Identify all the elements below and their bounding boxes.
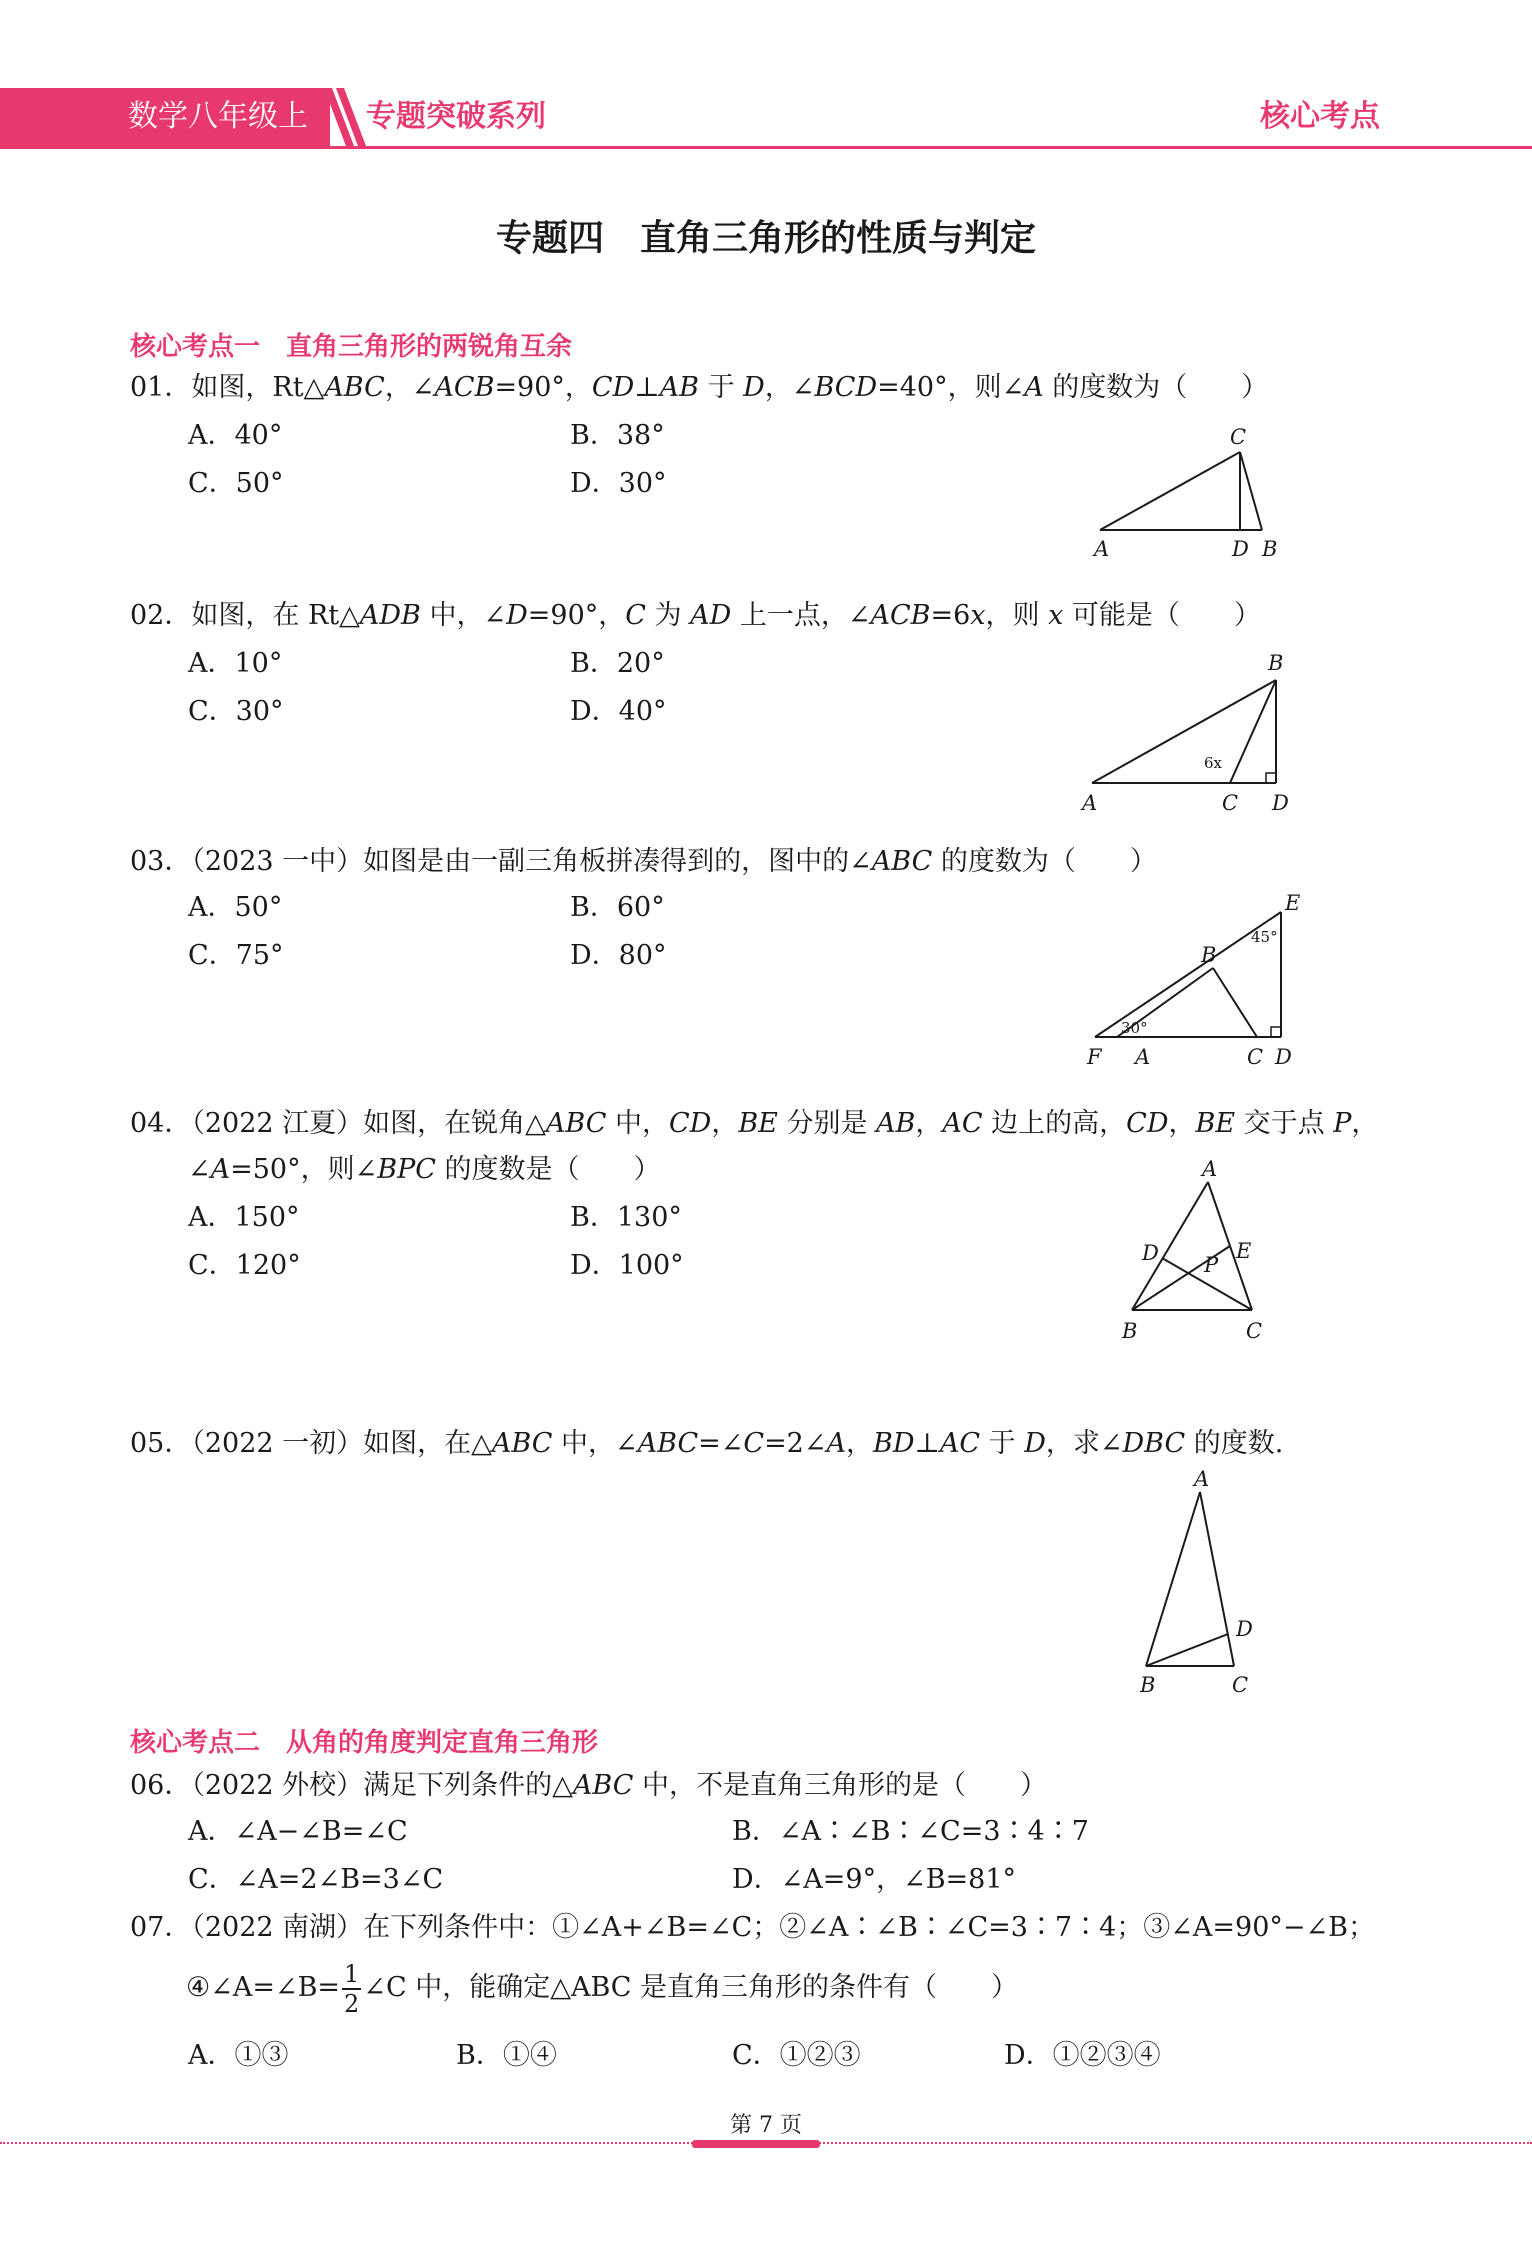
q4-label-a: A xyxy=(1202,1160,1218,1181)
q3-angle-30: 30° xyxy=(1121,1019,1148,1037)
q4-label-d: D xyxy=(1142,1241,1159,1265)
q3-label-f: F xyxy=(1087,1045,1102,1069)
q4-triangle-figure xyxy=(1108,1160,1278,1350)
q4-option-b[interactable]: B．130° xyxy=(570,1202,682,1233)
q4-label-c: C xyxy=(1246,1319,1263,1343)
q3-set-squares-figure xyxy=(1075,892,1315,1072)
q5-label-b: B xyxy=(1140,1673,1156,1697)
question-02: 02．如图，在 Rt△ADB 中，∠D=90°，C 为 AD 上一点，∠ACB=6x，则 x 可能是（ ） xyxy=(130,600,1261,631)
question-06: 06．（2022 外校）满足下列条件的△ABC 中，不是直角三角形的是（ ） xyxy=(130,1770,1048,1801)
q3-label-c: C xyxy=(1247,1045,1264,1069)
q4-option-a[interactable]: A．150° xyxy=(188,1202,300,1233)
q2-option-c[interactable]: C．30° xyxy=(188,696,284,727)
q1-label-d: D xyxy=(1232,537,1249,561)
question-03: 03．（2023 一中）如图是由一副三角板拼凑得到的，图中的∠ABC 的度数为（ ） xyxy=(130,846,1157,877)
q3-label-e: E xyxy=(1285,892,1301,915)
q4-label-e: E xyxy=(1236,1239,1252,1263)
q3-label-d: D xyxy=(1275,1045,1292,1069)
q4-option-d[interactable]: D．100° xyxy=(570,1250,684,1281)
section-heading-1: 核心考点一 直角三角形的两锐角互余 xyxy=(130,332,573,362)
q6-option-d[interactable]: D．∠A=9°，∠B=81° xyxy=(732,1864,1017,1895)
fraction-one-half: $\frac{1}{2}$ xyxy=(344,1959,360,2018)
q6-option-b[interactable]: B．∠A∶∠B∶∠C=3∶4∶7 xyxy=(732,1816,1089,1847)
q3-option-b[interactable]: B．60° xyxy=(570,892,665,923)
q1-option-d[interactable]: D．30° xyxy=(570,468,667,499)
question-04: 04．（2022 江夏）如图，在锐角△ABC 中，CD，BE 分别是 AB，AC 边上的高，CD，BE 交于点 P， xyxy=(130,1108,1379,1139)
q4-label-b: B xyxy=(1122,1319,1138,1343)
q1-option-a[interactable]: A．40° xyxy=(188,420,283,451)
q2-option-b[interactable]: B．20° xyxy=(570,648,665,679)
question-01: 01．如图，Rt△ABC，∠ACB=90°，CD⊥AB 于 D，∠BCD=40°，则∠A 的度数为（ ） xyxy=(130,372,1269,403)
question-07-line2: ④∠A=∠B= $\frac{1}{2}$ ∠C 中，能确定△ABC 是直角三角形的条件有（ ） xyxy=(186,1959,1019,2018)
q4-label-p: P xyxy=(1204,1253,1219,1277)
q2-label-b: B xyxy=(1268,651,1284,675)
q5-triangle-figure xyxy=(1118,1470,1278,1700)
section-heading-2: 核心考点二 从角的角度判定直角三角形 xyxy=(130,1728,599,1758)
q2-option-a[interactable]: A．10° xyxy=(188,648,283,679)
q3-option-d[interactable]: D．80° xyxy=(570,940,667,971)
q3-option-a[interactable]: A．50° xyxy=(188,892,283,923)
q1-option-c[interactable]: C．50° xyxy=(188,468,284,499)
header-book-title: 数学八年级上册 xyxy=(0,88,330,146)
question-07: 07．（2022 南湖）在下列条件中：①∠A+∠B=∠C；②∠A∶∠B∶∠C=3∶7∶4；③∠A=90°−∠B； xyxy=(130,1912,1375,1943)
q2-option-d[interactable]: D．40° xyxy=(570,696,667,727)
q3-angle-45: 45° xyxy=(1251,928,1278,946)
header-slash-decoration xyxy=(318,88,368,148)
q3-option-c[interactable]: C．75° xyxy=(188,940,284,971)
page-title: 专题四 直角三角形的性质与判定 xyxy=(495,218,1036,259)
q2-angle-label: 6x xyxy=(1204,754,1223,772)
page-number: 第 7 页 xyxy=(730,2113,802,2138)
q2-label-a: A xyxy=(1082,791,1098,815)
question-05: 05．（2022 一初）如图，在△ABC 中，∠ABC=∠C=2∠A，BD⊥AC 于 D，求∠DBC 的度数. xyxy=(130,1428,1284,1459)
q5-label-c: C xyxy=(1232,1673,1249,1697)
q1-label-c: C xyxy=(1230,425,1247,449)
header-series: 专题突破系列 xyxy=(366,99,546,134)
footer-page-bar xyxy=(692,2140,820,2148)
q1-label-b: B xyxy=(1262,537,1278,561)
header-rule xyxy=(0,146,1532,149)
q5-label-d: D xyxy=(1236,1617,1253,1641)
q3-label-a: A xyxy=(1135,1045,1151,1069)
header-section-label: 核心考点 xyxy=(1260,99,1380,134)
q7-option-a[interactable]: A．①③ xyxy=(188,2040,289,2071)
q6-option-a[interactable]: A．∠A−∠B=∠C xyxy=(188,1816,408,1847)
q2-label-d: D xyxy=(1272,791,1289,815)
q2-label-c: C xyxy=(1222,791,1239,815)
q5-label-a: A xyxy=(1194,1470,1210,1491)
q7-option-b[interactable]: B．①④ xyxy=(456,2040,557,2071)
q4-option-c[interactable]: C．120° xyxy=(188,1250,301,1281)
q2-triangle-figure xyxy=(1070,648,1310,818)
q7-option-d[interactable]: D．①②③④ xyxy=(1004,2040,1161,2071)
q7-option-c[interactable]: C．①②③ xyxy=(732,2040,861,2071)
q6-option-c[interactable]: C．∠A=2∠B=3∠C xyxy=(188,1864,444,1895)
q1-option-b[interactable]: B．38° xyxy=(570,420,665,451)
q1-label-a: A xyxy=(1094,537,1110,561)
q1-triangle-figure xyxy=(1080,420,1300,570)
question-04-line2: ∠A=50°，则∠BPC 的度数是（ ） xyxy=(188,1154,661,1185)
q3-label-b: B xyxy=(1201,943,1217,967)
